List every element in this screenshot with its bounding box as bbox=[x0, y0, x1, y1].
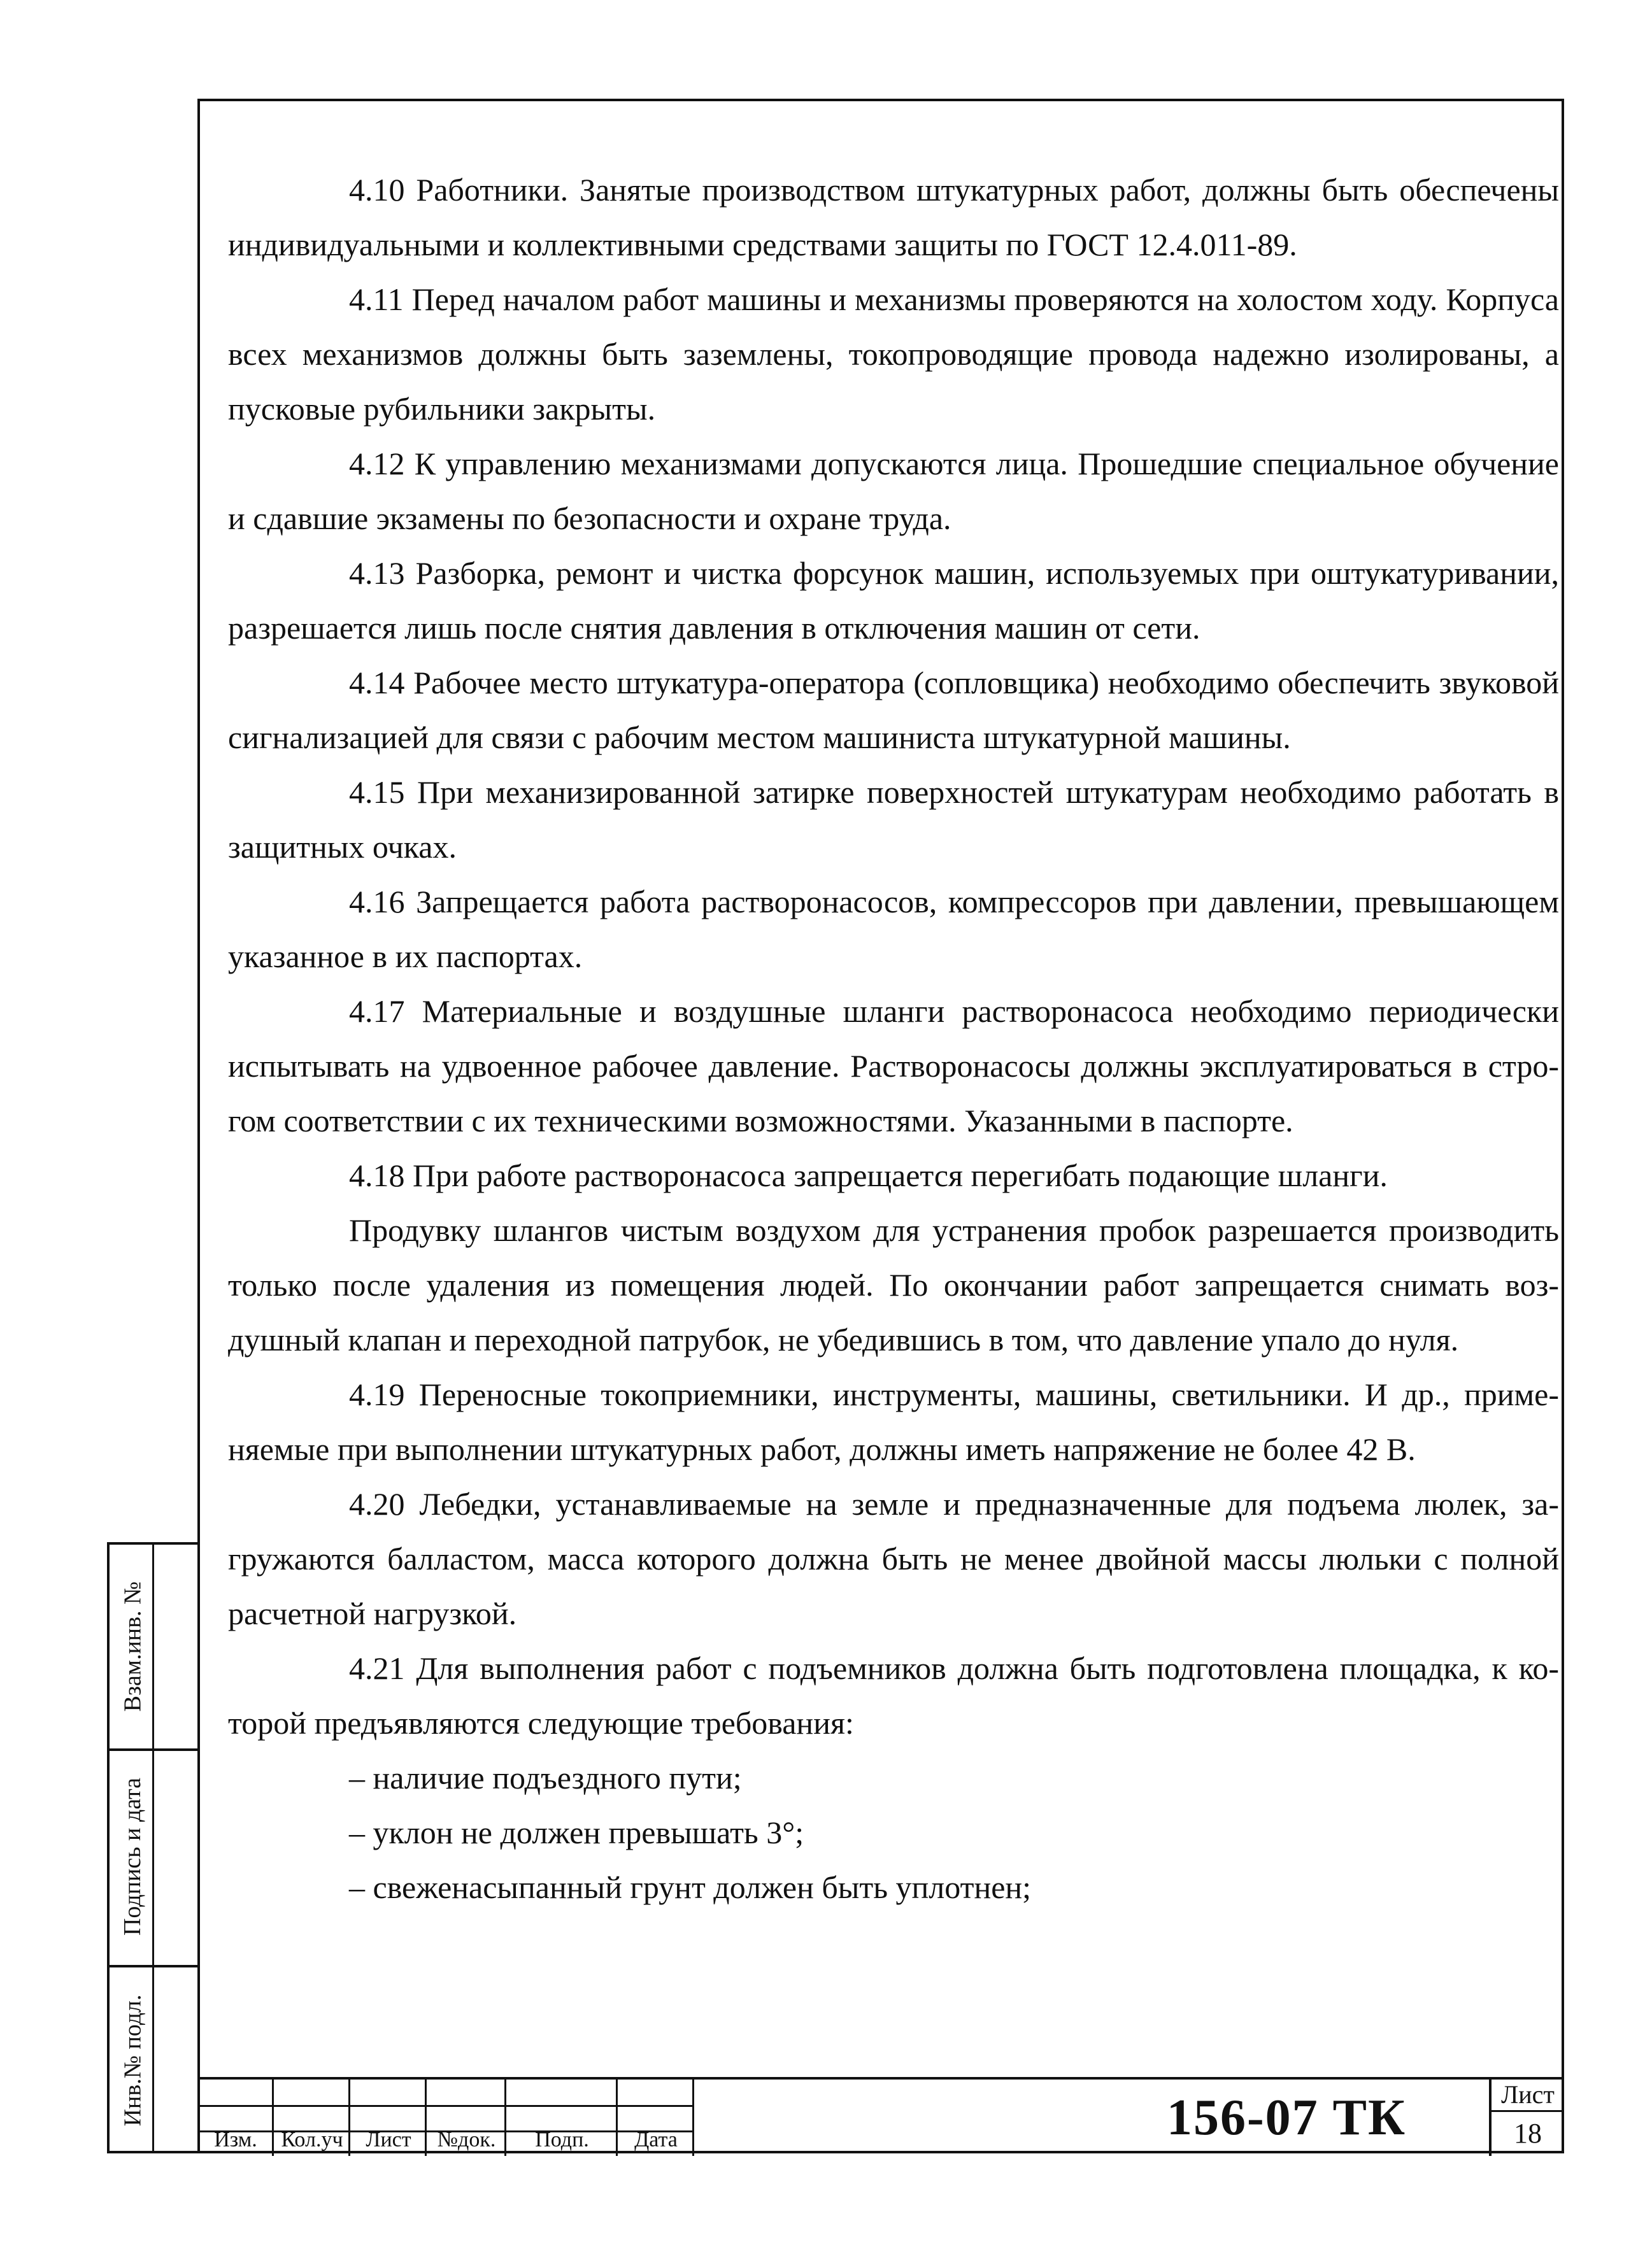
paragraph-blowing-hoses: Продувку шлангов чистым воздухом для устранения пробок разрешается производить только после удаления из помещения людей. По окончании работ запрещается снимать воздушный клапан и переходной патрубок, не убедившись в том, что давление упало до нуля. bbox=[228, 1212, 1559, 1357]
paragraph-4-18: 4.18 При работе растворонасоса запрещается перегибать подающие шланги. bbox=[349, 1158, 1388, 1193]
sheet-label: Лист bbox=[1492, 2080, 1564, 2112]
inv-label: Инв.№ подл. bbox=[119, 1994, 146, 2127]
paragraph-4-12: 4.12 К управлению механизмами допускаются лица. Прошедшие специальное обучение и сдавшие экзамены по безопасности и охране труда. bbox=[228, 446, 1559, 536]
header-ndok: №док. bbox=[437, 2128, 496, 2151]
paragraph-4-20: 4.20 Лебедки, устанавливаемые на земле и предназначенные для подъема люлек, загружаются балластом, масса которого должна быть не менее двойной массы люльки с полной расчетной нагрузкой. bbox=[228, 1486, 1559, 1631]
paragraph-4-14: 4.14 Рабочее место штукатура-оператора (сопловщика) необходимо обеспечить звуковой сигнализацией для связи с рабочим местом машиниста штукатурной машины. bbox=[228, 665, 1559, 755]
header-list: Лист bbox=[366, 2128, 411, 2151]
paragraph-4-15: 4.15 При механизированной затирке поверхностей штукатурам необходимо работать в защитных очках. bbox=[228, 774, 1559, 865]
paragraph-4-16: 4.16 Запрещается работа растворонасосов, компрессоров при давлении, превышающем указанное в их паспортах. bbox=[228, 884, 1559, 974]
list-item: – наличие подъездного пути; bbox=[349, 1760, 742, 1796]
header-izm: Изм. bbox=[214, 2128, 257, 2151]
sheet-number: 18 bbox=[1514, 2118, 1542, 2149]
side-stamp bbox=[107, 1542, 197, 2153]
document-body bbox=[228, 162, 1559, 1915]
paragraph-4-19: 4.19 Переносные токоприемники, инструменты, машины, светильники. И др., применяемые при выполнении штукатурных работ, должны иметь напряжение не более 42 В. bbox=[228, 1377, 1559, 1467]
header-kol-uch: Кол.уч bbox=[281, 2128, 343, 2151]
paragraph-4-21: 4.21 Для выполнения работ с подъемников должна быть подготовлена площадка, к которой предъявляются следующие требования: bbox=[228, 1650, 1559, 1741]
sheet-box bbox=[1489, 2080, 1564, 2156]
paragraph-4-13: 4.13 Разборка, ремонт и чистка форсунок машин, используемых при оштукатуривании, разрешается лишь после снятия давления в отключения машин от сети. bbox=[228, 555, 1559, 646]
paragraph-4-10: 4.10 Работники. Занятые производством штукатурных работ, должны быть обеспечены индивидуальными и коллективными средствами защиты по ГОСТ 12.4.011-89. bbox=[228, 172, 1559, 262]
paragraph-4-11: 4.11 Перед началом работ машины и механизмы проверяются на холостом ходу. Корпуса всех механизмов должны быть заземлены, токопроводящие провода надежно изолированы, а пусковые рубильники закрыты. bbox=[228, 281, 1559, 427]
title-block bbox=[197, 2077, 1564, 2153]
paragraph-4-17: 4.17 Материальные и воздушные шланги растворонасоса необходимо периодически испытывать на удвоенное рабочее давление. Растворонасосы должны эксплуатироваться в строгом соответствии с их техническими возможностями. Указанными в паспорте. bbox=[228, 993, 1559, 1138]
list-item: – свеженасыпанный грунт должен быть уплотнен; bbox=[349, 1869, 1032, 1905]
vzam-label: Взам.инв. № bbox=[119, 1581, 146, 1712]
header-podp: Подп. bbox=[535, 2128, 589, 2151]
header-data: Дата bbox=[634, 2128, 678, 2151]
podpis-label: Подпись и дата bbox=[119, 1777, 146, 1936]
list-item: – уклон не должен превышать 3°; bbox=[349, 1815, 804, 1850]
document-code: 156-07 ТК bbox=[1166, 2089, 1406, 2146]
